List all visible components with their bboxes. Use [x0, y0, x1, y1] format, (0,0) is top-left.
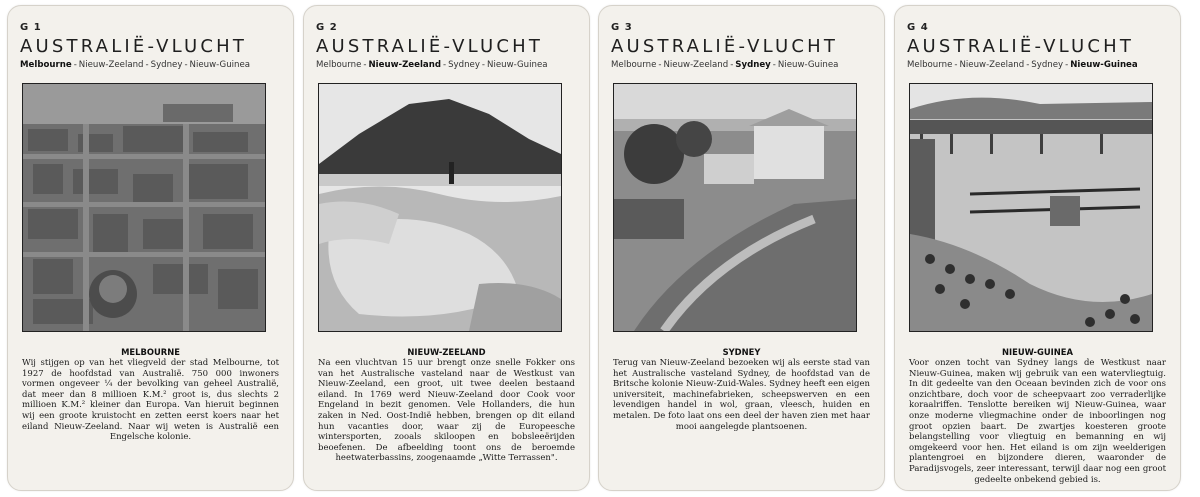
route-stop-nieuw-guinea: Nieuw-Guinea: [1070, 60, 1138, 70]
card-description: Na een vluchtvan 15 uur brengt onze snelle Fokker ons van het Australische vasteland naar de Westkust van Nieuw-Zeeland, een groot, uit twee deelen bestaand eiland. In 1769 werd Nieuw-Zeeland door Cook voor Engeland in bezit genomen. Vele Hollanders, die hun zaken in Ned. Oost-Indië hebben, brengen op dit eiland hun vacanties door, waar zij de Europeesche wintersporten, zooals skiloopen en bobsleeërijden beoefenen. De afbeelding toont ons de beroemde heetwaterbassins, zoogenaamde „Witte Terrassen".: [318, 358, 575, 464]
route-stop-melbourne: Melbourne: [907, 60, 953, 70]
card-description: Wij stijgen op van het vliegveld der stad Melbourne, tot 1927 de hoofdstad van Australië. 750 000 inwoners vormen ongeveer ¼ der bevolking van geheel Australië, dat meer dan 8 millioen K.M.² groot is, dus slechts 2 millioen K.M.² kleiner dan Europa. Van hieruit beginnen wij een groote kruistocht en zetten eerst koers naar het eiland Nieuw-Zeeland. Naar wij weten is Australië een Engelsche kolonie.: [22, 358, 279, 443]
route-line: Melbourne - Nieuw-Zeeland - Sydney - Nieuw-Guinea: [20, 60, 251, 70]
card-code: G 2: [316, 22, 338, 33]
route-stop-nieuw-guinea: Nieuw-Guinea: [189, 60, 251, 70]
card-g4: [894, 5, 1181, 491]
route-line: Melbourne - Nieuw-Zeeland - Sydney - Nieuw-Guinea: [907, 60, 1138, 70]
photo-caption: NIEUW-GUINEA: [1002, 347, 1073, 357]
photo-caption: MELBOURNE: [121, 347, 180, 357]
route-stop-melbourne: Melbourne: [316, 60, 362, 70]
route-stop-nieuw-guinea: Nieuw-Guinea: [777, 60, 839, 70]
photo-nieuw-zeeland: [318, 83, 562, 332]
route-line: Melbourne - Nieuw-Zeeland - Sydney - Nieuw-Guinea: [316, 60, 548, 70]
card-code: G 1: [20, 22, 42, 33]
card-g1: [7, 5, 294, 491]
route-line: Melbourne - Nieuw-Zeeland - Sydney - Nieuw-Guinea: [611, 60, 839, 70]
photo-caption: NIEUW-ZEELAND: [407, 347, 486, 357]
route-stop-sydney: Sydney: [150, 60, 183, 70]
card-description: Terug van Nieuw-Zeeland bezoeken wij als eerste stad van het Australische vasteland Sydney, de hoofdstad van de Britsche kolonie Nieuw-Zuid-Wales. Sydney heeft een eigen universiteit, machinefabrieken, scheepswerven en een levendigen handel in wol, graan, vleesch, huiden en metalen. De foto laat ons een deel der haven zien met haar mooi aangelegde plantsoenen.: [613, 358, 870, 432]
route-stop-nieuw-zeeland: Nieuw-Zeeland: [78, 60, 144, 70]
card-g3: [598, 5, 885, 491]
route-stop-sydney: Sydney: [1031, 60, 1064, 70]
card-code: G 3: [611, 22, 633, 33]
route-stop-sydney: Sydney: [448, 60, 480, 70]
route-stop-sydney: Sydney: [735, 60, 771, 70]
route-stop-melbourne: Melbourne: [611, 60, 657, 70]
route-stop-nieuw-zeeland: Nieuw-Zeeland: [368, 60, 441, 70]
route-stop-nieuw-guinea: Nieuw-Guinea: [487, 60, 548, 70]
card-code: G 4: [907, 22, 929, 33]
route-stop-nieuw-zeeland: Nieuw-Zeeland: [959, 60, 1025, 70]
photo-sydney: [613, 83, 857, 332]
card-title: AUSTRALIË-VLUCHT: [611, 36, 839, 57]
card-title: AUSTRALIË-VLUCHT: [907, 36, 1135, 57]
route-stop-nieuw-zeeland: Nieuw-Zeeland: [663, 60, 729, 70]
photo-nieuw-guinea: [909, 83, 1153, 332]
card-title: AUSTRALIË-VLUCHT: [20, 36, 248, 57]
photo-caption: SYDNEY: [722, 347, 761, 357]
photo-melbourne: [22, 83, 266, 332]
card-title: AUSTRALIË-VLUCHT: [316, 36, 544, 57]
route-stop-melbourne: Melbourne: [20, 60, 72, 70]
card-g2: [303, 5, 590, 491]
card-description: Voor onzen tocht van Sydney langs de Westkust naar Nieuw-Guinea, maken wij gebruik van een watervliegtuig. In dit gedeelte van den Oceaan bevinden zich de voor ons onzichtbare, doch voor de scheepvaart zoo verraderlijke koraalriffen. Tenslotte bereiken wij Nieuw-Guinea, waar onze moderne vliegmachine onder de inboorlingen nog groot opzien baart. De zwartjes koesteren groote belangstelling voor vliegtuig en bemanning en wij omgekeerd voor hen. Het eiland is om zijn weelderigen plantengroei en bijzondere dieren, waaronder de Paradijsvogels, zeer interessant, terwijl daar nog een groot gedeelte onbekend gebied is.: [909, 358, 1166, 485]
